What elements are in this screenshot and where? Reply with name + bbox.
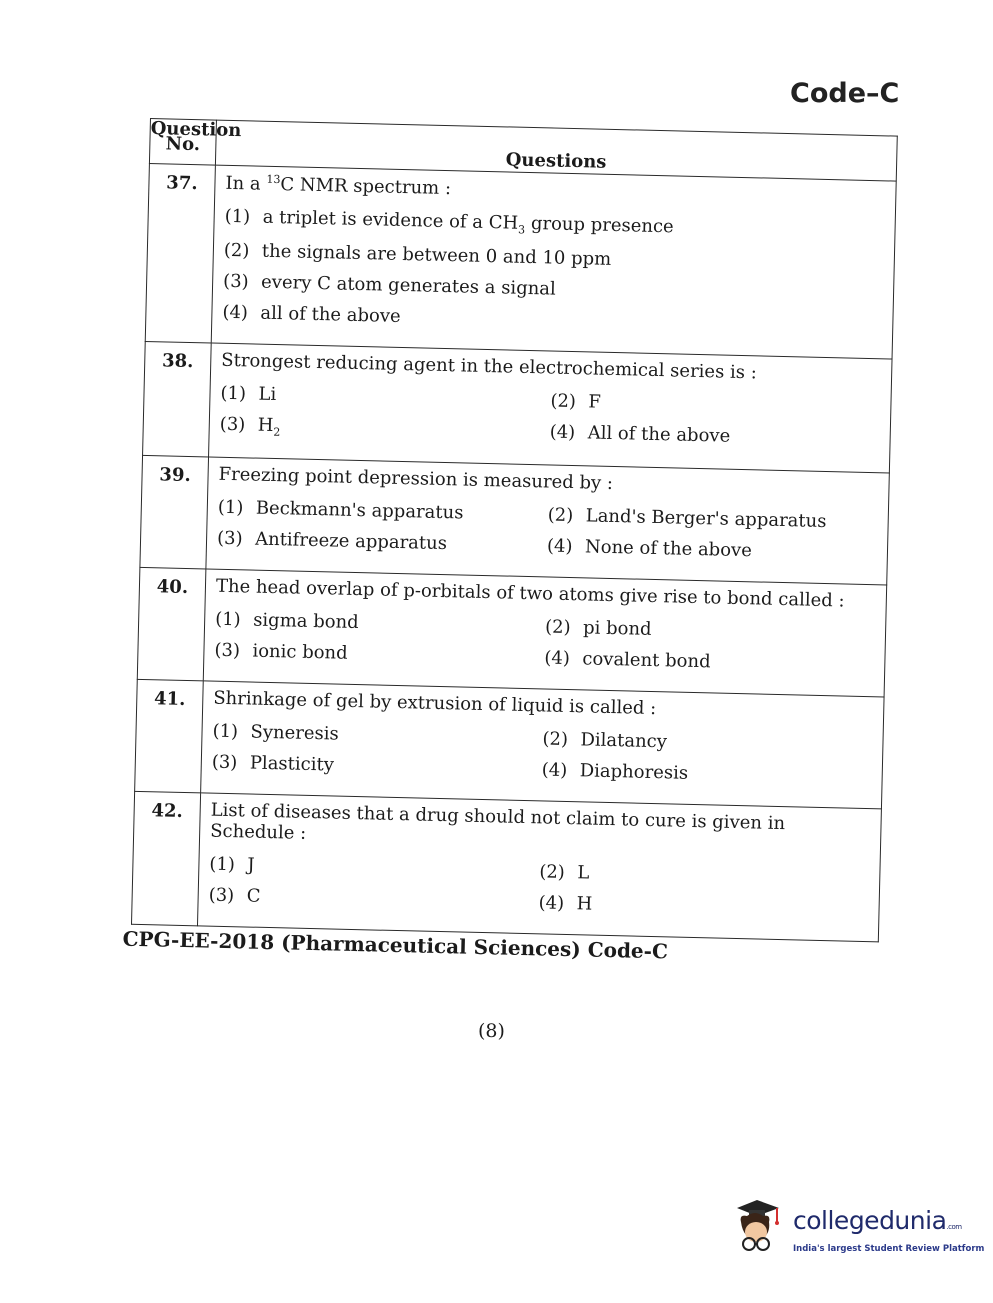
paper-code: Code–C <box>790 78 900 109</box>
option-1: (1) Syneresis <box>212 720 340 745</box>
question-content <box>209 343 893 474</box>
option-3: (3) Antifreeze apparatus <box>216 527 448 555</box>
question-stem: Strongest reducing agent in the electrochemical series is : <box>221 349 758 383</box>
option-3: (3) ionic bond <box>214 639 348 664</box>
question-stem: The head overlap of p-orbitals of two atoms give rise to bond called : <box>215 575 845 612</box>
question-number: 42. <box>131 792 200 927</box>
question-stem: Freezing point depression is measured by : <box>218 463 614 495</box>
question-number: 39. <box>140 456 209 570</box>
question-number: 37. <box>145 163 215 342</box>
mascot-icon <box>735 1192 795 1262</box>
logo-tagline: India's largest Student Review Platform <box>793 1244 985 1254</box>
options-grid <box>214 609 875 687</box>
option-2: (2) F <box>550 390 602 413</box>
collegedunia-logo[interactable] <box>735 1192 985 1272</box>
option-1: (1) J <box>209 853 255 876</box>
logo-wordmark: collegedunia.com <box>793 1206 962 1235</box>
options-grid <box>219 382 880 462</box>
option-4: (4) H <box>538 892 593 915</box>
option-4: (4) None of the above <box>546 535 753 562</box>
option-1: (1) a triplet is evidence of a $CH_3$ group presence <box>224 205 674 238</box>
question-row-40 <box>137 568 886 698</box>
option-3: (3) C <box>208 884 261 908</box>
page-number: (8) <box>478 1020 505 1042</box>
question-content <box>203 569 886 697</box>
question-row-41 <box>135 680 884 810</box>
question-content <box>206 457 889 585</box>
question-no-header: Question No. <box>149 119 216 166</box>
question-stem: List of diseases that a drug should not claim to cure is given in Schedule : <box>209 799 786 845</box>
option-4: (4) all of the above <box>222 301 401 327</box>
question-stem: In a $^{13}$C NMR spectrum : <box>225 172 452 200</box>
question-stem: Shrinkage of gel by extrusion of liquid is called : <box>213 687 657 720</box>
option-3: (3) every C atom generates a signal <box>222 270 557 300</box>
question-row-39 <box>140 456 889 586</box>
option-2: (2) the signals are between 0 and 10 ppm <box>223 239 612 270</box>
option-4: (4) covalent bond <box>544 647 711 673</box>
question-content <box>201 681 884 809</box>
question-number: 38. <box>143 341 212 457</box>
option-2: (2) L <box>539 861 590 884</box>
option-1: (1) sigma bond <box>214 608 359 634</box>
questions-table <box>131 118 898 943</box>
options-grid <box>211 721 872 799</box>
options-grid <box>208 854 869 932</box>
question-number: 41. <box>135 680 204 794</box>
option-1: (1) Beckmann's apparatus <box>217 496 464 524</box>
question-content <box>197 793 881 942</box>
option-4: (4) All of the above <box>549 421 731 447</box>
question-row-37 <box>145 163 896 358</box>
options-grid <box>217 497 878 575</box>
question-row-42 <box>131 792 881 943</box>
option-2: (2) Dilatancy <box>542 728 668 753</box>
option-2: (2) pi bond <box>544 616 652 641</box>
paper-footer-title: CPG-EE-2018 (Pharmaceutical Sciences) Code-C <box>122 926 669 964</box>
option-4: (4) Diaphoresis <box>541 759 689 785</box>
option-2: (2) Land's Berger's apparatus <box>547 504 827 533</box>
question-sheet <box>122 118 897 969</box>
option-3: (3) $H_2$ <box>219 413 281 439</box>
question-content <box>211 165 896 359</box>
question-row-38 <box>143 341 892 473</box>
option-3: (3) Plasticity <box>211 751 335 776</box>
option-1: (1) Li <box>220 382 277 405</box>
questions-header: Questions <box>215 120 897 181</box>
question-number: 40. <box>137 568 206 682</box>
